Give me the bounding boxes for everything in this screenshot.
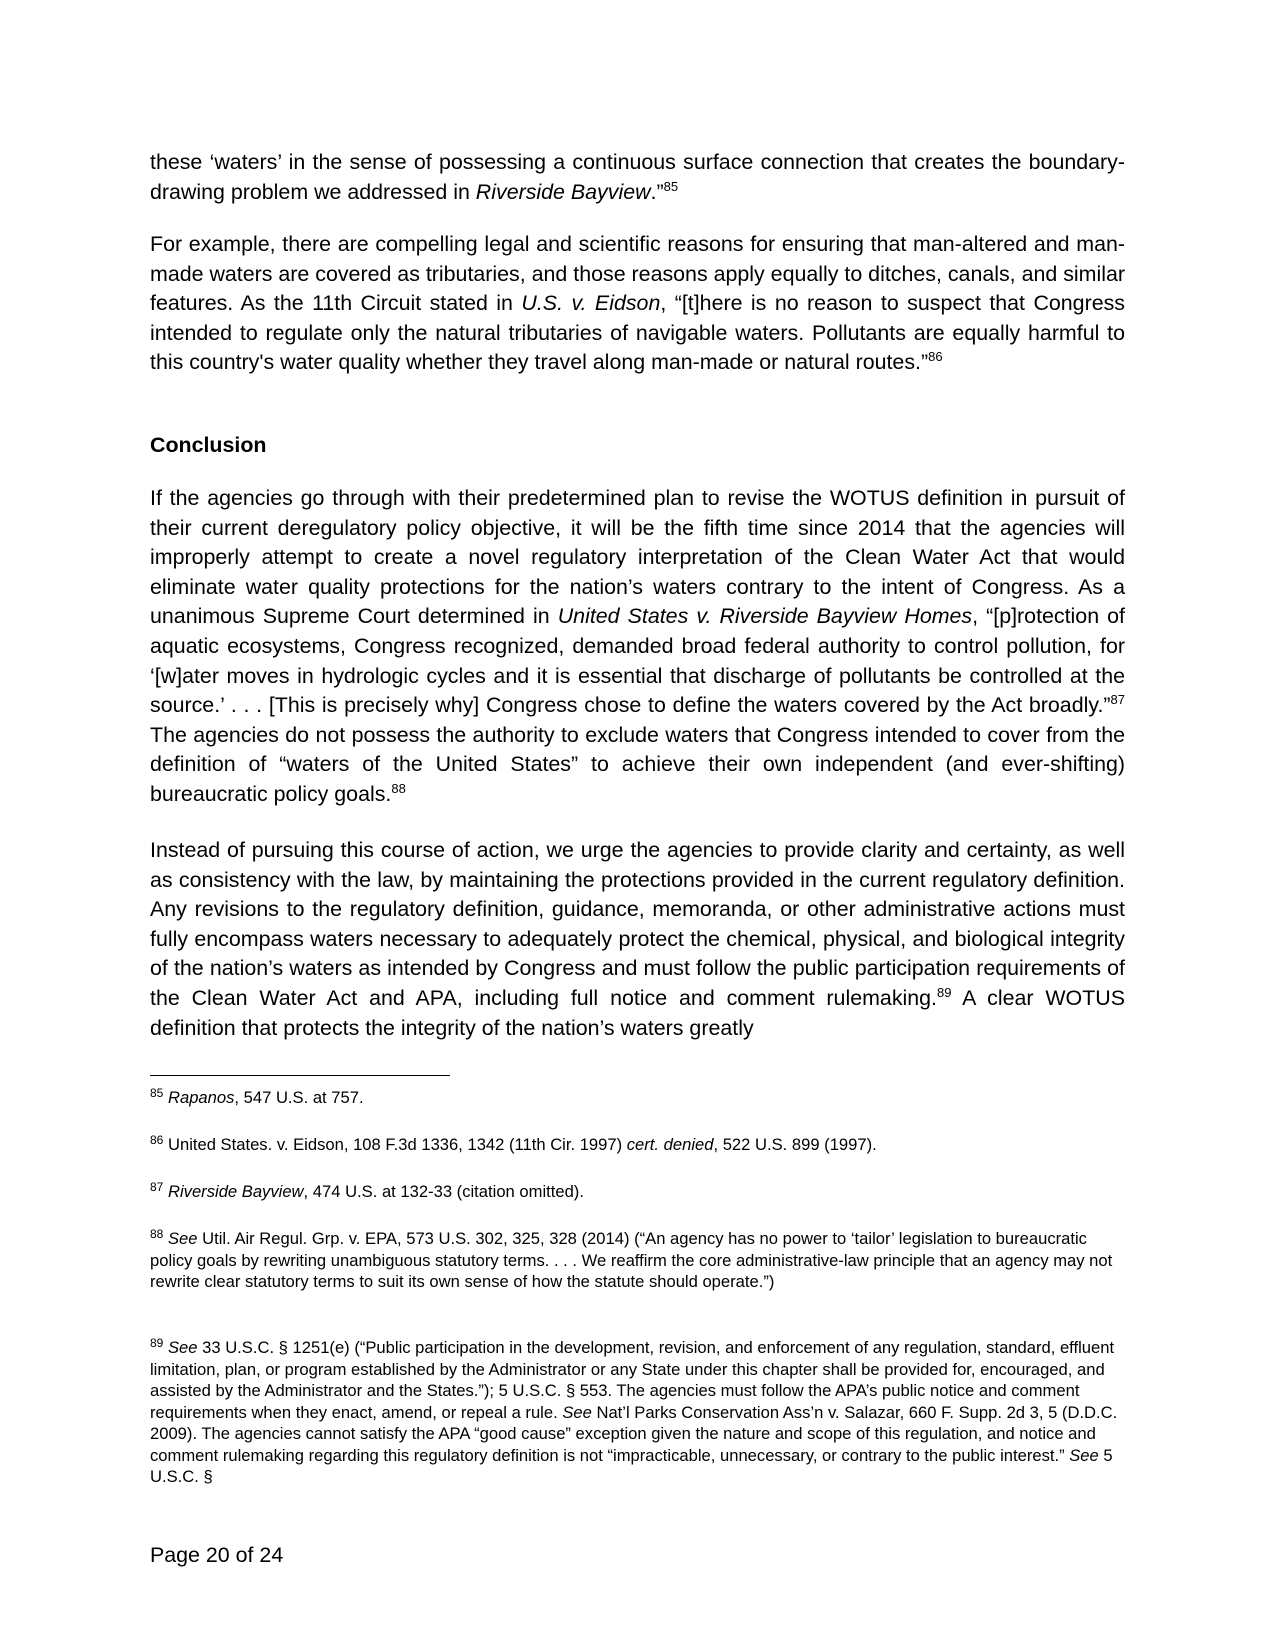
signal-italic: See bbox=[167, 1338, 198, 1357]
text-run: .” bbox=[650, 179, 664, 204]
footnote-89 bbox=[150, 1337, 1125, 1488]
footnote-88 bbox=[150, 1228, 1125, 1293]
paragraph-man-made-waters bbox=[150, 230, 1125, 378]
paragraph-recommendation bbox=[150, 836, 1125, 1043]
case-name-italic: Riverside Bayview bbox=[475, 179, 651, 204]
text-run: For example, there are compelling legal and scientific reasons for ensuring that man-altered and man-made waters are covered as tributaries, and those reasons apply equally to ditches, canals, and similar features. As the 11th Circuit stated in bbox=[150, 232, 1125, 316]
text-run: , “[p]rotection of aquatic ecosystems, Congress recognized, demanded broad federal authority to control pollution, for ‘[w]ater moves in hydrologic cycles and it is essential that discharge of pollutants be controlled at the source.’ . . . [This is precisely why] Congress chose to define the waters covered by the Act broadly.” bbox=[150, 604, 1125, 718]
footnote-ref-85[interactable]: 85 bbox=[663, 178, 679, 194]
footnote-separator bbox=[150, 1075, 450, 1076]
page-number: Page 20 of 24 bbox=[150, 1543, 284, 1567]
footnote-85 bbox=[150, 1087, 1125, 1109]
text-run: , 474 U.S. at 132-33 (citation omitted). bbox=[303, 1182, 584, 1201]
signal-italic: See bbox=[167, 1229, 198, 1248]
text-run: Util. Air Regul. Grp. v. EPA, 573 U.S. 302, 325, 328 (2014) (“An agency has no power to ‘tailor’ legislation to bureaucratic policy goals by rewriting unambiguous statutory terms. . . . We reaffirm the core administrative-law principle that an agency may not rewrite clear statutory terms to suit its own sense of how the statute should operate.”) bbox=[150, 1229, 1113, 1291]
text-run: United States. v. Eidson, 108 F.3d 1336, 1342 (11th Cir. 1997) bbox=[167, 1135, 627, 1154]
text-run: The agencies do not possess the authority to exclude waters that Congress intended to cover from the definition of “waters of the United States” to achieve their own independent (and ever-shifting) bureaucratic policy goals. bbox=[150, 722, 1125, 806]
footnote-ref-87[interactable]: 87 bbox=[1110, 692, 1125, 708]
footnote-number: 87 bbox=[150, 1180, 164, 1194]
text-run: Instead of pursuing this course of action, we urge the agencies to provide clarity and certainty, as well as consistency with the law, by maintaining the protections provided in the current regulatory definition. Any revisions to the regulatory definition, guidance, memoranda, or other administrative actions must fully encompass waters necessary to adequately protect the chemical, physical, and biological integrity of the nation’s waters as intended by Congress and must follow the public participation requirements of the Clean Water Act and APA, including full notice and comment rulemaking. bbox=[150, 838, 1125, 1010]
signal-italic: See bbox=[1069, 1445, 1099, 1465]
footnote-number: 89 bbox=[150, 1336, 164, 1350]
footnote-ref-88[interactable]: 88 bbox=[391, 780, 406, 796]
case-name-italic: United States v. Riverside Bayview Homes bbox=[557, 604, 973, 629]
paragraph-riverside-continuation bbox=[150, 148, 1125, 207]
citation-italic: cert. denied bbox=[626, 1135, 714, 1154]
section-heading-conclusion: Conclusion bbox=[150, 433, 267, 457]
text-run: , 547 U.S. at 757. bbox=[234, 1088, 364, 1107]
footnote-87 bbox=[150, 1181, 1125, 1203]
footnote-number: 88 bbox=[150, 1227, 164, 1241]
text-run: 5 U.S.C. § bbox=[150, 1445, 1113, 1486]
footnote-86 bbox=[150, 1134, 1125, 1156]
case-name-italic: U.S. v. Eidson bbox=[521, 291, 661, 316]
signal-italic: See bbox=[562, 1402, 592, 1422]
footnote-ref-86[interactable]: 86 bbox=[928, 349, 943, 365]
paragraph-conclusion bbox=[150, 484, 1125, 810]
text-run: these ‘waters’ in the sense of possessing a continuous surface connection that creates the boundary-drawing problem we addressed in bbox=[150, 150, 1125, 204]
text-run: , 522 U.S. 899 (1997). bbox=[713, 1135, 877, 1154]
text-run: 33 U.S.C. § 1251(e) (“Public participation in the development, revision, and enforcement of any regulation, standard, effluent limitation, plan, or program established by the Administrator or any State under this chapter shall be provided for, encouraged, and assisted by the Administrator and the States.”); 5 U.S.C. § 553. The agencies must follow the APA’s public notice and comment requirements when they enact, amend, or repeal a rule. bbox=[150, 1338, 1115, 1422]
case-name-italic: Rapanos bbox=[167, 1088, 235, 1107]
footnote-ref-89[interactable]: 89 bbox=[937, 984, 952, 1000]
footnote-number: 86 bbox=[150, 1133, 164, 1147]
case-name-italic: Riverside Bayview bbox=[167, 1182, 304, 1201]
text-run: , “[t]here is no reason to suspect that Congress intended to regulate only the natural tributaries of navigable waters. Pollutants are equally harmful to this country's water quality whether they travel along man-made or natural routes.” bbox=[150, 291, 1125, 375]
footnote-number: 85 bbox=[150, 1086, 164, 1100]
text-run: If the agencies go through with their predetermined plan to revise the WOTUS definition in pursuit of their current deregulatory policy objective, it will be the fifth time since 2014 that the agencies will improperly attempt to create a novel regulatory interpretation of the Clean Water Act that would eliminate water quality protections for the nation’s waters contrary to the intent of Congress. As a unanimous Supreme Court determined in bbox=[150, 486, 1125, 629]
text-run: Nat’l Parks Conservation Ass’n v. Salazar, 660 F. Supp. 2d 3, 5 (D.D.C. 2009). The agencies cannot satisfy the APA “good cause” exception given the nature and scope of this regulation, and notice and comment rulemaking regarding this regulatory definition is not “impracticable, unnecessary, or contrary to the public interest.” bbox=[150, 1402, 1118, 1465]
text-run: A clear WOTUS definition that protects the integrity of the nation’s waters greatly bbox=[150, 985, 1125, 1040]
